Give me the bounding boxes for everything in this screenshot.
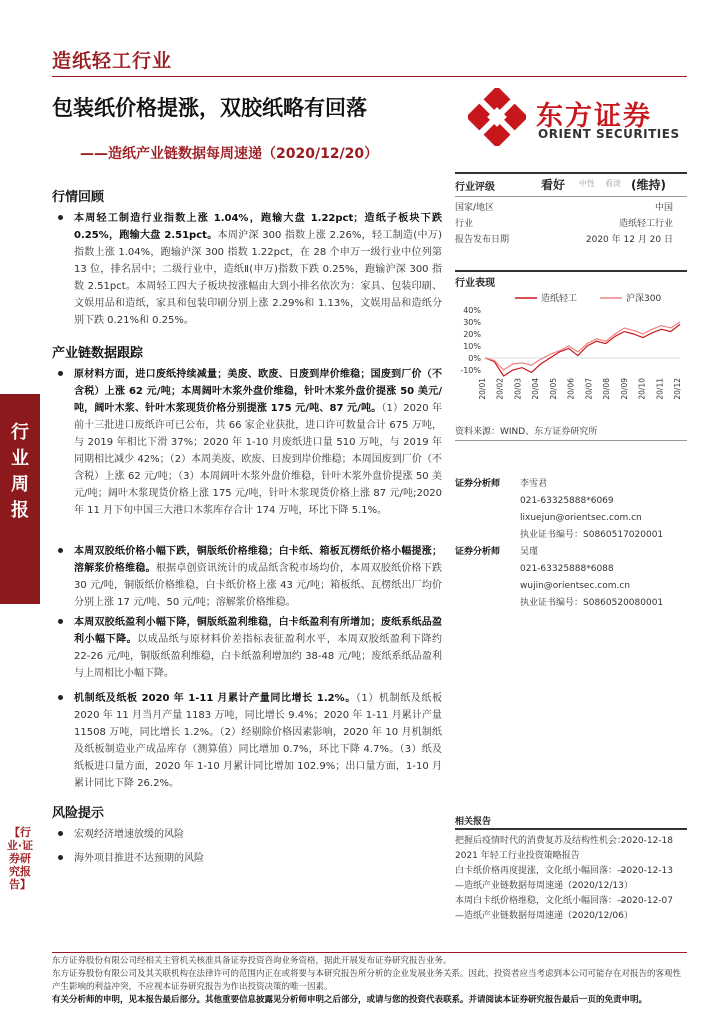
y-tick-label: 20% bbox=[463, 330, 481, 339]
related-title-cont: —造纸产业链数据每周速递（2020/12/13） bbox=[455, 881, 633, 891]
risk-item-text: 宏观经济增速放缓的风险 bbox=[74, 829, 184, 840]
market-review-bold: 本周轻工制造行业指数上涨 1.04%，跑输大盘 1.22pct；造纸子板块下跌 0.25%，跑输大盘 2.51pct。 bbox=[74, 213, 442, 241]
x-tick-label: 20/05 bbox=[548, 378, 558, 400]
related-date: 2020-12-07 bbox=[620, 896, 673, 906]
risk-item bbox=[52, 826, 442, 843]
chart-source: 资料来源：WIND、东方证券研究所 bbox=[455, 427, 598, 437]
analyst-name: 吴瑾 bbox=[520, 547, 539, 557]
related-title: 把握后疫情时代的消费复苏及结构性机会： bbox=[455, 836, 627, 846]
info-value: 中国 bbox=[654, 203, 673, 213]
info-value: 2020 年 12 月 20 日 bbox=[585, 235, 673, 245]
section-heading-market: 行情回顾 bbox=[52, 190, 105, 205]
rating-top-rule bbox=[455, 172, 687, 174]
footer-line: 东方证券股份有限公司及其关联机构在法律许可的范围内正在或将要与本研究报告所分析的企业发展业务关系。因此，投资者应当考虑到本公司可能存在对报告的客观性 bbox=[52, 969, 682, 979]
risk-item bbox=[52, 850, 442, 867]
rating-option: 看淡 bbox=[605, 179, 621, 188]
orient-logo-icon bbox=[468, 88, 526, 146]
y-tick-label: 40% bbox=[463, 306, 481, 315]
industry-performance-chart bbox=[455, 290, 687, 415]
footer-disclaimer bbox=[52, 955, 687, 1007]
market-review-paragraph bbox=[52, 210, 442, 329]
perf-bottom-rule bbox=[455, 440, 687, 441]
bullet-icon bbox=[58, 831, 63, 836]
bullet-icon bbox=[58, 619, 63, 624]
header-divider bbox=[52, 76, 687, 77]
x-tick-label: 20/07 bbox=[584, 378, 594, 400]
y-tick-label: -10% bbox=[460, 366, 481, 375]
rating-row bbox=[455, 178, 687, 193]
analyst-role: 证券分析师 bbox=[455, 479, 501, 489]
related-title: 白卡纸价格再度提涨，文化纸小幅回落：— bbox=[455, 866, 627, 876]
related-title-cont: 2021 年轻工行业投资策略报告 bbox=[455, 851, 580, 861]
chain-item-text: 以成品纸与原材料价差指标表征盈利水平，本周双胶纸盈利下降约 22-26 元/吨，铜版纸盈利维稳，白卡纸盈利增加约 38-48 元/吨；废纸系纸品盈利与上周相比小幅下降。 bbox=[74, 634, 443, 679]
rating-divider bbox=[455, 196, 687, 197]
chain-item-bold: 原材料方面，进口废纸持续减量；美废、欧废、日废到岸价维稳；国废到厂价（不含税）上涨 62 元/吨；本周阔叶木浆外盘价维稳，针叶木浆外盘价提涨 50 美元/吨，阔叶木浆、针叶木浆现货价格分别提涨 175 元/吨、87 元/吨。 bbox=[74, 369, 442, 414]
bullet-icon bbox=[58, 695, 63, 700]
sector-label: 造纸轻工行业 bbox=[52, 50, 173, 72]
chain-item bbox=[52, 690, 442, 792]
legend-label: 沪深300 bbox=[626, 294, 662, 304]
related-date: 2020-12-18 bbox=[620, 836, 673, 846]
bullet-icon bbox=[58, 215, 63, 220]
chain-item-text: 根据卓创资讯统计的成品纸含税市场均价，本周双胶纸价格下跌 30 元/吨，铜版纸价格维稳，白卡纸价格上涨 43 元/吨；箱板纸、瓦楞纸出厂均价分别上涨 17 元/吨、50 元/吨；溶解浆价格维稳。 bbox=[74, 563, 443, 608]
info-row bbox=[455, 232, 673, 245]
report-title: 包装纸价格提涨，双胶纸略有回落 bbox=[52, 96, 367, 120]
logo-english-name: ORIENT SECURITIES bbox=[538, 127, 680, 141]
bullet-icon bbox=[58, 548, 63, 553]
analyst-cert: 执业证书编号：S0860517020001 bbox=[520, 530, 664, 540]
report-type-band bbox=[0, 394, 40, 604]
chain-item bbox=[52, 366, 442, 519]
section-heading-risk: 风险提示 bbox=[52, 806, 105, 821]
band-char: 报 bbox=[11, 500, 29, 521]
chain-item bbox=[52, 543, 442, 611]
x-tick-label: 20/02 bbox=[495, 378, 505, 400]
rating-value: 看好 bbox=[541, 178, 566, 192]
report-subtitle: ——造纸产业链数据每周速递（2020/12/20） bbox=[80, 146, 379, 162]
footer-line: 产生影响的利益冲突，不应视本证券研究报告为作出投资决策的唯一因素。 bbox=[52, 982, 333, 992]
bullet-icon bbox=[58, 855, 63, 860]
related-heading: 相关报告 bbox=[455, 817, 492, 827]
logo-chinese-name: 东方证券 bbox=[536, 101, 652, 132]
x-tick-label: 20/09 bbox=[619, 378, 629, 400]
related-item[interactable] bbox=[455, 864, 673, 894]
band-char: 周 bbox=[11, 474, 29, 495]
chain-item-text: （1）2020 年前十三批进口废纸许可已公布，共 66 家企业获批，进口许可数量合计 675 万吨，与 2019 年相比下滑 37%；2020 年 1-10 月废纸进口量 510 万吨，与 2019 年同期相比减少 42%；（2）本周美废、欧废、日废到岸价维稳；本周国废到厂价（不含税）上涨 62 元/吨；（3）本周阔叶木浆外盘价维稳，针叶木浆外盘价提涨 50 美元/吨；阔叶木浆现货价格上涨 175 元/吨，针叶木浆现货价格上涨 87 元/吨;2020 年 11 月下旬中国三大港口木浆库存合计 174 万吨，环比下降 5.1%。 bbox=[74, 403, 442, 516]
analyst-phone: 021-63325888*6069 bbox=[520, 496, 614, 506]
footer-divider bbox=[52, 952, 687, 953]
x-tick-label: 20/12 bbox=[673, 378, 682, 400]
x-tick-label: 20/08 bbox=[602, 378, 612, 400]
related-item[interactable] bbox=[455, 894, 673, 924]
footer-line: 有关分析师的申明，见本报告最后部分。其他重要信息披露见分析师申明之后部分，或请与您的投资代表联系。并请阅读本证券研究报告最后一页的免责申明。 bbox=[52, 995, 648, 1005]
vertical-report-label: 【行业·证券研究报告】 bbox=[6, 826, 34, 891]
info-value: 造纸轻工行业 bbox=[618, 219, 673, 229]
related-date: 2020-12-13 bbox=[620, 866, 673, 876]
x-tick-label: 20/06 bbox=[566, 378, 576, 400]
risk-item-text: 海外项目推进不达预期的风险 bbox=[74, 853, 204, 864]
legend-label: 造纸轻工 bbox=[541, 294, 578, 304]
chain-item-text: （1）机制纸及纸板 2020 年 11 月当月产量 1183 万吨，同比增长 9.4%；2020 年 1-11 月累计产量 11508 万吨，同比增长 1.2%。（2）经剔除价格因素影响，2020 年 10 月机制纸及纸板制造业产成品库存（测算值）同比增加 0.7%，环比下降 4.7%。（3）纸及纸板进口量方面，2020 年 1-10 月累计同比增加 102.9%；出口量方面，1-10 月累计同比下降 26.2%。 bbox=[74, 693, 442, 789]
y-tick-label: 0% bbox=[468, 354, 481, 363]
market-review-text: 本周沪深 300 指数上涨 2.26%，轻工制造(中万)指数上涨 1.04%，跑输沪深 300 指数 1.22pct，在 28 个申万一级行业中位列第 13 位，排名居中；二级行业中，造纸Ⅱ(申万)指数下跌 0.25%，跑输沪深 300 指数 2.51pct。本周轻工四大子板块按涨幅由大到小排名依次为：家具、包装印刷、文娱用品和造纸，家具和包装印刷分别上涨 2.29%和 1.13%，文娱用品和造纸分别下跌 0.21%和 0.25%。 bbox=[74, 230, 442, 326]
related-title: 本周白卡纸价格维稳，文化纸小幅回落：— bbox=[455, 896, 627, 906]
bullet-icon bbox=[58, 371, 63, 376]
chain-item-bold: 机制纸及纸板 2020 年 1-11 月累计产量同比增长 1.2%。 bbox=[74, 693, 356, 704]
chain-item-bold: 本周双胶纸价格小幅下跌，铜版纸价格维稳；白卡纸、箱板瓦楞纸价格小幅提涨；溶解浆价格维稳。 bbox=[74, 546, 442, 574]
analyst-role: 证券分析师 bbox=[455, 547, 501, 557]
y-tick-label: 30% bbox=[463, 318, 481, 327]
info-key: 国家/地区 bbox=[455, 203, 495, 213]
analyst-cert: 执业证书编号：S0860520080001 bbox=[520, 598, 664, 608]
analyst-name: 李雪君 bbox=[520, 479, 548, 489]
analyst-block bbox=[520, 544, 663, 612]
rating-status: (维持) bbox=[631, 178, 666, 192]
info-row bbox=[455, 216, 673, 229]
chain-item bbox=[52, 614, 442, 682]
chain-item-bold: 本周双胶纸盈利小幅下降，铜版纸盈利维稳，白卡纸盈利有所增加；废纸系纸品盈利小幅下降。 bbox=[74, 617, 442, 645]
perf-heading: 行业表现 bbox=[455, 278, 495, 289]
analyst-email[interactable]: lixuejun@orientsec.com.cn bbox=[520, 513, 642, 523]
analyst-block bbox=[520, 476, 663, 544]
x-tick-label: 20/10 bbox=[637, 378, 647, 400]
info-key: 报告发布日期 bbox=[455, 235, 510, 245]
section-heading-chain: 产业链数据跟踪 bbox=[52, 346, 144, 361]
band-char: 行 bbox=[11, 422, 29, 443]
analyst-email[interactable]: wujin@orientsec.com.cn bbox=[520, 581, 631, 591]
x-tick-label: 20/01 bbox=[478, 378, 487, 400]
related-title-cont: —造纸产业链数据每周速递（2020/12/06） bbox=[455, 911, 633, 921]
rating-option: 中性 bbox=[579, 179, 595, 188]
info-row bbox=[455, 200, 673, 213]
rating-label: 行业评级 bbox=[455, 182, 495, 193]
x-tick-label: 20/04 bbox=[531, 378, 541, 400]
footer-line: 东方证券股份有限公司经相关主管机关核准具备证券投资咨询业务资格，据此开展发布证券研究报告业务。 bbox=[52, 956, 452, 966]
perf-top-rule bbox=[455, 270, 687, 272]
series-line bbox=[485, 322, 680, 370]
x-tick-label: 20/11 bbox=[655, 378, 665, 400]
related-item[interactable] bbox=[455, 834, 673, 864]
x-tick-label: 20/03 bbox=[513, 378, 523, 400]
series-line bbox=[485, 324, 680, 376]
band-char: 业 bbox=[11, 448, 29, 469]
y-tick-label: 10% bbox=[463, 342, 481, 351]
analyst-phone: 021-63325888*6088 bbox=[520, 564, 614, 574]
related-rule bbox=[455, 828, 687, 830]
info-key: 行业 bbox=[455, 219, 474, 229]
